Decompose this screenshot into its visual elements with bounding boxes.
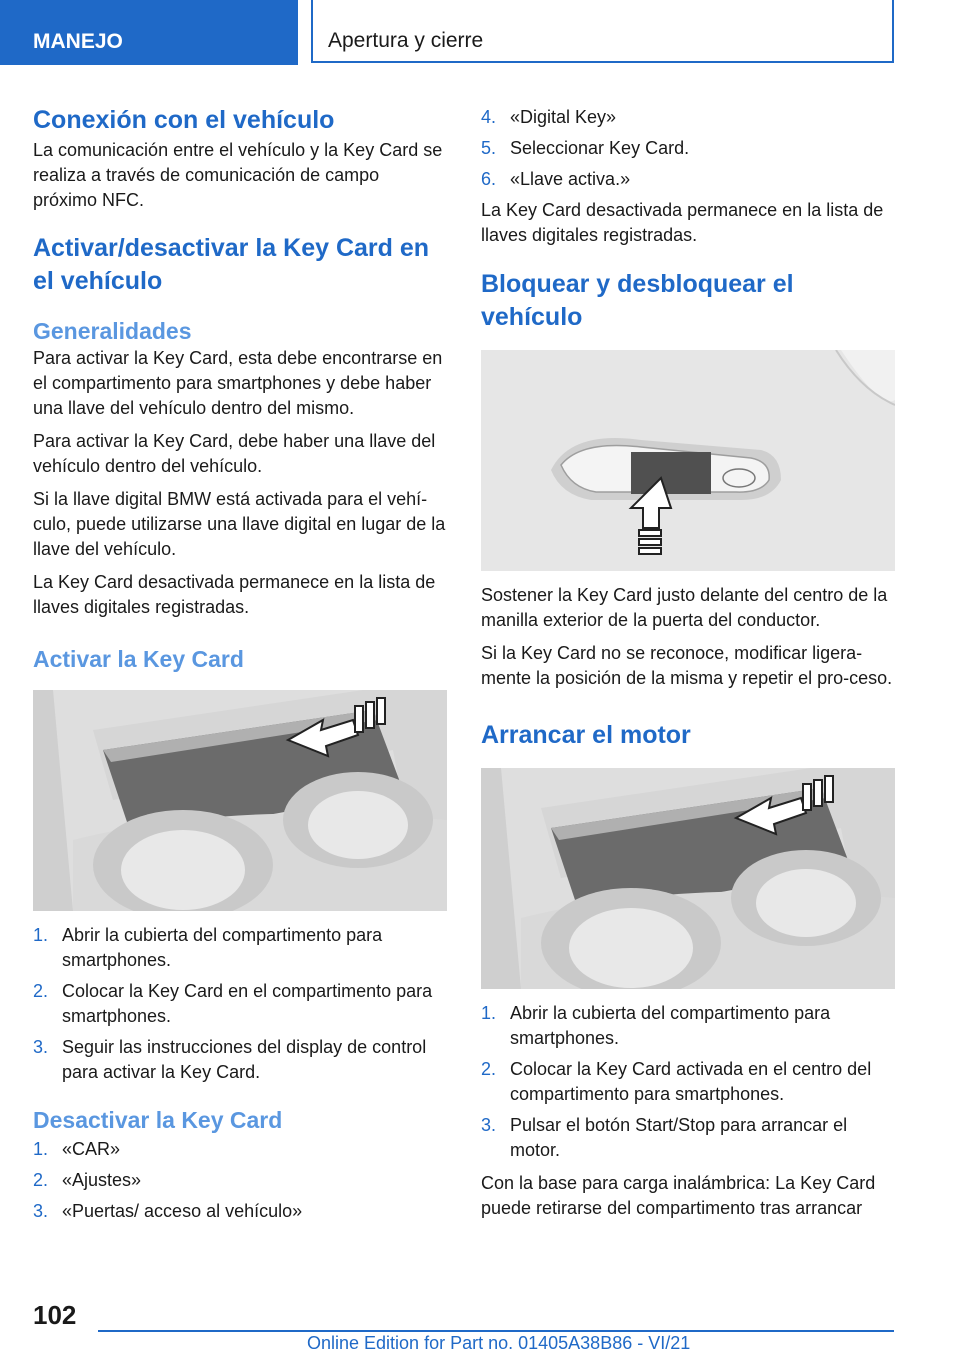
list-item: 1. Abrir la cubierta del compartimento para smartphones.	[481, 1003, 831, 1048]
paragraph-arrancar-note: Con la base para carga inalámbrica: La Key Card puede retirarse del compartimento tras arrancar	[481, 1173, 876, 1218]
paragraph-generalidades-4: La Key Card desactivada permanece en la lista de llaves digitales registradas.	[33, 572, 436, 617]
list-item: 1. «CAR»	[33, 1139, 121, 1159]
paragraph-generalidades-1: Para activar la Key Card, esta debe encontrarse en el compartimento para smartphones y debe haber una llave del vehículo dentro del mismo.	[33, 348, 443, 418]
phone-compartment-illustration	[33, 690, 447, 911]
heading-desactivar-key-card: Desactivar la Key Card	[33, 1107, 283, 1133]
start-engine-illustration	[481, 768, 895, 989]
heading-activar-desactivar: Activar/desactivar la Key Card en el vehículo	[33, 234, 430, 295]
list-item: 5. Seleccionar Key Card.	[481, 138, 690, 158]
activar-steps-list	[33, 923, 447, 1085]
footer-divider	[98, 1330, 894, 1332]
paragraph-bloquear-2: Si la Key Card no se reconoce, modificar ligera‐mente la posición de la misma y repetir el pro‐ceso.	[481, 643, 893, 688]
start-engine-figure	[481, 768, 895, 989]
desactivar-steps-list	[33, 1137, 447, 1224]
desactivar-steps-list-continued	[481, 105, 895, 192]
arrancar-steps-list	[481, 1001, 895, 1163]
paragraph-desactivar-note: La Key Card desactivada permanece en la lista de llaves digitales registradas.	[481, 200, 884, 245]
paragraph-conexion: La comunicación entre el vehículo y la Key Card se realiza a través de comunicación de campo próximo NFC.	[33, 140, 443, 210]
door-handle-illustration	[481, 350, 895, 571]
heading-bloquear: Bloquear y desbloquear el vehículo	[481, 270, 794, 331]
phone-compartment-figure	[33, 690, 447, 911]
list-item: 6. «Llave activa.»	[481, 169, 631, 189]
heading-generalidades: Generalidades	[33, 318, 192, 344]
paragraph-generalidades-2: Para activar la Key Card, debe haber una llave del vehículo dentro del vehículo.	[33, 431, 436, 476]
list-item: 2. Colocar la Key Card activada en el centro del compartimento para smartphones.	[481, 1059, 872, 1104]
right-column	[481, 100, 895, 1221]
list-item: 3. «Puertas/ acceso al vehículo»	[33, 1201, 303, 1221]
paragraph-generalidades-3: Si la llave digital BMW está activada para el vehí‐culo, puede utilizarse una llave digital en lugar de la llave del vehículo.	[33, 489, 446, 559]
list-item: 4. «Digital Key»	[481, 107, 617, 127]
edition-footer: Online Edition for Part no. 01405A38B86 - VI/21	[307, 1333, 691, 1353]
heading-conexion: Conexión con el vehículo	[33, 106, 335, 134]
page-number: 102	[33, 1300, 77, 1330]
section-label: MANEJO	[33, 30, 123, 53]
heading-activar-key-card: Activar la Key Card	[33, 646, 244, 672]
left-column	[33, 100, 447, 1224]
section-tab	[0, 0, 298, 65]
list-item: 1. Abrir la cubierta del compartimento para smartphones.	[33, 925, 383, 970]
chapter-tab	[311, 0, 894, 63]
paragraph-bloquear-1: Sostener la Key Card justo delante del centro de la manilla exterior de la puerta del conductor.	[481, 585, 888, 630]
list-item: 3. Seguir las instrucciones del display de control para activar la Key Card.	[33, 1037, 427, 1082]
chapter-label: Apertura y cierre	[328, 29, 484, 52]
heading-arrancar: Arrancar el motor	[481, 721, 691, 749]
door-handle-figure	[481, 350, 895, 571]
list-item: 2. «Ajustes»	[33, 1170, 142, 1190]
list-item: 3. Pulsar el botón Start/Stop para arrancar el motor.	[481, 1115, 848, 1160]
list-item: 2. Colocar la Key Card en el compartimento para smartphones.	[33, 981, 433, 1026]
